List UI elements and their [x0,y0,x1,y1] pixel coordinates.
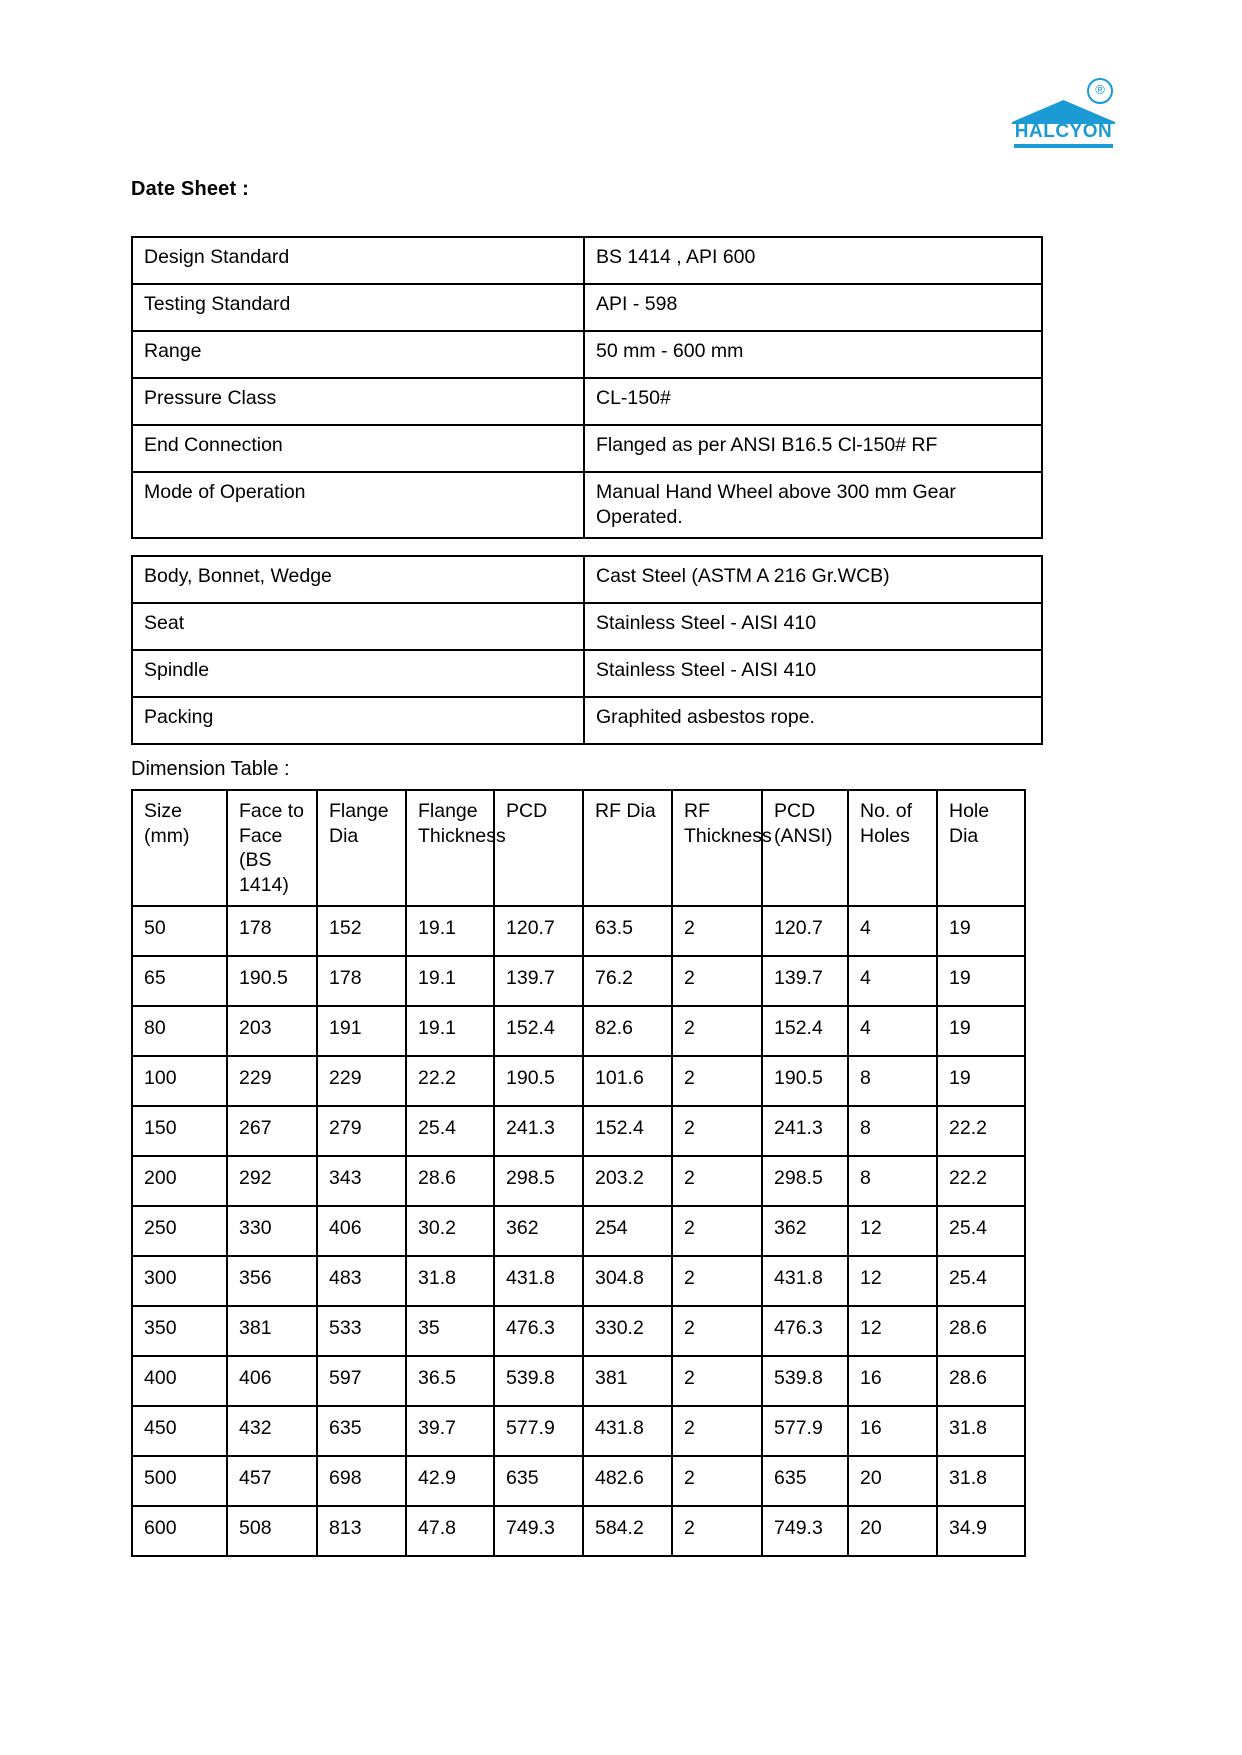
table-cell: 31.8 [937,1456,1025,1506]
table-cell: 279 [317,1106,406,1156]
table-cell: 200 [132,1156,227,1206]
table-cell: 432 [227,1406,317,1456]
table-cell: 34.9 [937,1506,1025,1556]
table-cell: 356 [227,1256,317,1306]
table-cell: 4 [848,906,937,956]
table-cell: 31.8 [937,1406,1025,1456]
column-header: Size (mm) [132,790,227,906]
table-cell: 597 [317,1356,406,1406]
table-row [132,378,1042,425]
table-cell: 241.3 [494,1106,583,1156]
table-row [132,1456,1025,1506]
table-cell: 2 [672,906,762,956]
table-cell: 25.4 [406,1106,494,1156]
table-cell: 241.3 [762,1106,848,1156]
table-cell: 400 [132,1356,227,1406]
column-header: PCD (ANSI) [762,790,848,906]
table-cell: 229 [227,1056,317,1106]
table-cell: 300 [132,1256,227,1306]
table-row [132,1506,1025,1556]
spec-value-cell: Graphited asbestos rope. [584,697,1042,744]
column-header: Flange Thickness [406,790,494,906]
spec-label-cell: Testing Standard [132,284,584,331]
table-cell: 190.5 [494,1056,583,1106]
table-cell: 35 [406,1306,494,1356]
material-spec-table-body [132,556,1042,744]
table-cell: 292 [227,1156,317,1206]
table-cell: 600 [132,1506,227,1556]
table-cell: 178 [317,956,406,1006]
table-cell: 298.5 [762,1156,848,1206]
table-cell: 406 [317,1206,406,1256]
table-cell: 584.2 [583,1506,672,1556]
table-cell: 28.6 [406,1156,494,1206]
table-row [132,603,1042,650]
table-cell: 500 [132,1456,227,1506]
table-cell: 19 [937,956,1025,1006]
spec-value-cell: Stainless Steel - AISI 410 [584,650,1042,697]
table-cell: 2 [672,1156,762,1206]
table-cell: 19.1 [406,906,494,956]
table-cell: 8 [848,1156,937,1206]
table-cell: 139.7 [494,956,583,1006]
table-cell: 19.1 [406,1006,494,1056]
table-cell: 381 [583,1356,672,1406]
table-row [132,1306,1025,1356]
spec-value-cell: Cast Steel (ASTM A 216 Gr.WCB) [584,556,1042,603]
table-cell: 42.9 [406,1456,494,1506]
table-cell: 350 [132,1306,227,1356]
table-cell: 330.2 [583,1306,672,1356]
spec-label-cell: Spindle [132,650,584,697]
table-row [132,237,1042,284]
spec-value-cell: CL-150# [584,378,1042,425]
table-cell: 406 [227,1356,317,1406]
table-row [132,1056,1025,1106]
spec-label-cell: Seat [132,603,584,650]
table-cell: 36.5 [406,1356,494,1406]
table-cell: 2 [672,1306,762,1356]
column-header: PCD [494,790,583,906]
table-cell: 203.2 [583,1156,672,1206]
table-row [132,1106,1025,1156]
table-cell: 28.6 [937,1306,1025,1356]
table-cell: 482.6 [583,1456,672,1506]
spec-value-cell: Stainless Steel - AISI 410 [584,603,1042,650]
table-cell: 120.7 [494,906,583,956]
table-cell: 362 [494,1206,583,1256]
table-cell: 19 [937,1006,1025,1056]
spec-label-cell: Body, Bonnet, Wedge [132,556,584,603]
table-cell: 635 [494,1456,583,1506]
table-cell: 298.5 [494,1156,583,1206]
design-spec-table [131,236,1043,539]
table-cell: 100 [132,1056,227,1106]
table-cell: 577.9 [494,1406,583,1456]
spec-label-cell: End Connection [132,425,584,472]
table-cell: 139.7 [762,956,848,1006]
table-cell: 431.8 [494,1256,583,1306]
table-cell: 203 [227,1006,317,1056]
table-cell: 431.8 [762,1256,848,1306]
registered-trademark-icon: ® [1087,78,1113,104]
table-row [132,1006,1025,1056]
column-header: RF Thickness [672,790,762,906]
dimension-table-heading: Dimension Table : [131,758,290,780]
table-cell: 190.5 [227,956,317,1006]
table-cell: 749.3 [762,1506,848,1556]
spec-value-cell: 50 mm - 600 mm [584,331,1042,378]
table-cell: 250 [132,1206,227,1256]
table-cell: 25.4 [937,1256,1025,1306]
column-header: Face to Face (BS 1414) [227,790,317,906]
dimension-table-head [132,790,1025,906]
table-cell: 16 [848,1406,937,1456]
table-cell: 229 [317,1056,406,1106]
table-cell: 152.4 [762,1006,848,1056]
table-cell: 254 [583,1206,672,1256]
table-cell: 22.2 [406,1056,494,1106]
table-cell: 2 [672,1206,762,1256]
table-cell: 76.2 [583,956,672,1006]
table-cell: 476.3 [762,1306,848,1356]
table-cell: 2 [672,1056,762,1106]
dimension-table [131,789,1026,1557]
table-cell: 635 [317,1406,406,1456]
table-row [132,650,1042,697]
column-header: No. of Holes [848,790,937,906]
table-cell: 82.6 [583,1006,672,1056]
table-cell: 50 [132,906,227,956]
spec-value-cell: Flanged as per ANSI B16.5 Cl-150# RF [584,425,1042,472]
table-cell: 635 [762,1456,848,1506]
table-cell: 19.1 [406,956,494,1006]
material-spec-table [131,555,1043,745]
table-cell: 25.4 [937,1206,1025,1256]
table-cell: 101.6 [583,1056,672,1106]
table-cell: 20 [848,1506,937,1556]
table-row [132,1256,1025,1306]
table-cell: 31.8 [406,1256,494,1306]
table-cell: 12 [848,1206,937,1256]
spec-label-cell: Mode of Operation [132,472,584,538]
table-cell: 63.5 [583,906,672,956]
spec-value-cell: Manual Hand Wheel above 300 mm Gear Operated. [584,472,1042,538]
table-cell: 2 [672,1356,762,1406]
table-cell: 19 [937,906,1025,956]
table-row [132,331,1042,378]
dimension-table-body [132,906,1025,1556]
table-cell: 65 [132,956,227,1006]
table-cell: 2 [672,1006,762,1056]
table-cell: 152.4 [494,1006,583,1056]
logo-wordmark: HALCYON [1014,121,1113,142]
table-cell: 813 [317,1506,406,1556]
table-cell: 20 [848,1456,937,1506]
column-header: RF Dia [583,790,672,906]
date-sheet-heading: Date Sheet : [131,178,249,200]
design-spec-table-body [132,237,1042,538]
table-cell: 362 [762,1206,848,1256]
table-cell: 539.8 [494,1356,583,1406]
table-cell: 539.8 [762,1356,848,1406]
table-cell: 343 [317,1156,406,1206]
table-cell: 533 [317,1306,406,1356]
table-cell: 150 [132,1106,227,1156]
table-cell: 2 [672,1456,762,1506]
table-cell: 749.3 [494,1506,583,1556]
table-cell: 4 [848,1006,937,1056]
table-cell: 381 [227,1306,317,1356]
spec-label-cell: Pressure Class [132,378,584,425]
table-cell: 30.2 [406,1206,494,1256]
table-row [132,1406,1025,1456]
spec-value-cell: BS 1414 , API 600 [584,237,1042,284]
table-cell: 2 [672,1406,762,1456]
table-cell: 39.7 [406,1406,494,1456]
table-cell: 483 [317,1256,406,1306]
table-cell: 2 [672,1256,762,1306]
table-cell: 28.6 [937,1356,1025,1406]
table-cell: 19 [937,1056,1025,1106]
spec-label-cell: Range [132,331,584,378]
table-row [132,697,1042,744]
table-cell: 267 [227,1106,317,1156]
table-cell: 431.8 [583,1406,672,1456]
table-cell: 4 [848,956,937,1006]
spec-label-cell: Design Standard [132,237,584,284]
spec-label-cell: Packing [132,697,584,744]
table-row [132,1206,1025,1256]
dimension-table-header-row [132,790,1025,906]
table-cell: 450 [132,1406,227,1456]
table-cell: 457 [227,1456,317,1506]
table-row [132,472,1042,538]
column-header: Flange Dia [317,790,406,906]
table-cell: 178 [227,906,317,956]
table-row [132,906,1025,956]
table-row [132,956,1025,1006]
table-cell: 577.9 [762,1406,848,1456]
column-header: Hole Dia [937,790,1025,906]
table-cell: 698 [317,1456,406,1506]
table-cell: 191 [317,1006,406,1056]
table-cell: 152 [317,906,406,956]
table-cell: 2 [672,1106,762,1156]
table-cell: 12 [848,1306,937,1356]
table-cell: 476.3 [494,1306,583,1356]
table-cell: 304.8 [583,1256,672,1306]
table-row [132,425,1042,472]
spec-value-cell: API - 598 [584,284,1042,331]
logo-baseline [1014,144,1113,148]
table-cell: 8 [848,1106,937,1156]
table-cell: 330 [227,1206,317,1256]
table-cell: 47.8 [406,1506,494,1556]
table-cell: 2 [672,1506,762,1556]
halcyon-logo [1012,78,1132,148]
table-cell: 152.4 [583,1106,672,1156]
table-cell: 508 [227,1506,317,1556]
table-row [132,284,1042,331]
logo-mark [1012,100,1115,147]
table-row [132,1356,1025,1406]
table-row [132,1156,1025,1206]
table-cell: 80 [132,1006,227,1056]
table-cell: 190.5 [762,1056,848,1106]
table-cell: 16 [848,1356,937,1406]
table-cell: 8 [848,1056,937,1106]
table-cell: 12 [848,1256,937,1306]
table-row [132,556,1042,603]
table-cell: 22.2 [937,1106,1025,1156]
table-cell: 120.7 [762,906,848,956]
table-cell: 22.2 [937,1156,1025,1206]
table-cell: 2 [672,956,762,1006]
